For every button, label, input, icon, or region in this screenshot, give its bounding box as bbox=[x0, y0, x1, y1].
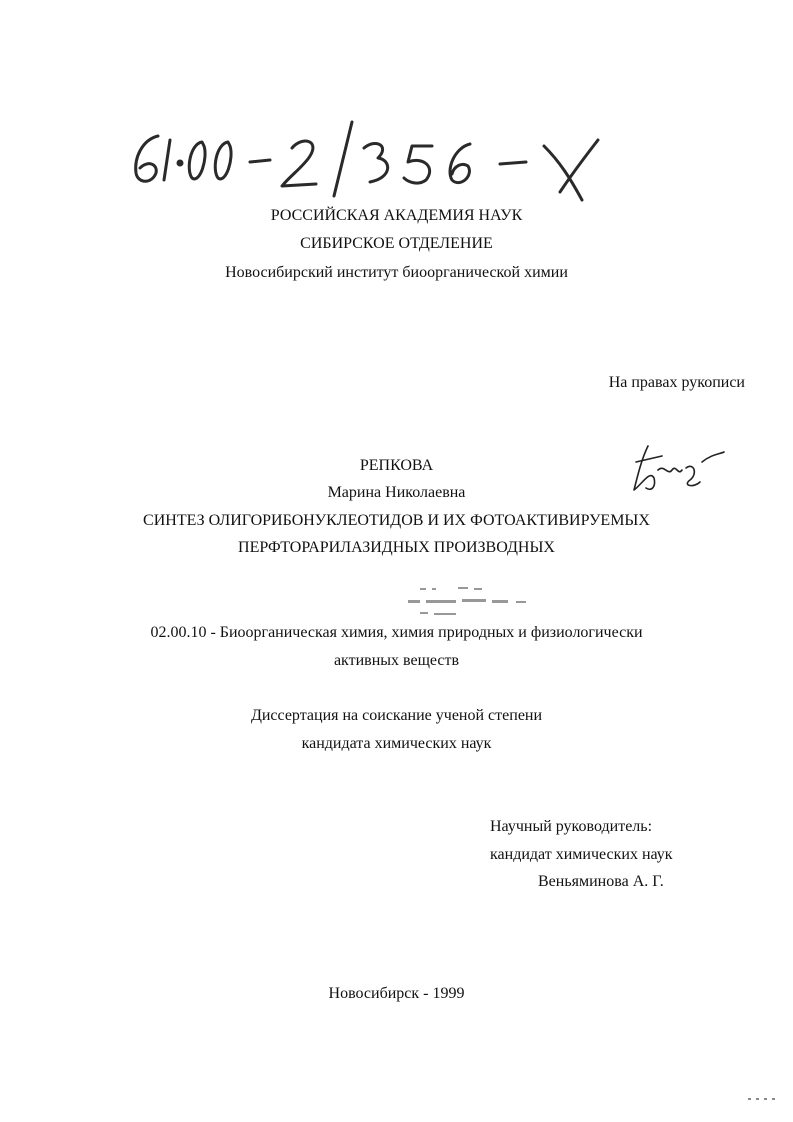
author-given-names: Марина Николаевна bbox=[327, 484, 466, 501]
library-stamp bbox=[400, 584, 550, 624]
supervisor-label: Научный руководитель: bbox=[490, 818, 653, 835]
degree-line-2: кандидата химических наук bbox=[301, 735, 492, 752]
specialty-line-1: 02.00.10 - Биоорганическая химия, химия природных и физиологически bbox=[150, 624, 643, 641]
city-year: Новосибирск - 1999 bbox=[328, 985, 465, 1002]
degree-line-1: Диссертация на соискание ученой степени bbox=[250, 707, 543, 724]
title-line-2: ПЕРФТОРАРИЛАЗИДНЫХ ПРОИЗВОДНЫХ bbox=[238, 539, 555, 556]
academy-name: РОССИЙСКАЯ АКАДЕМИЯ НАУК bbox=[270, 207, 523, 224]
handwritten-archive-number bbox=[120, 118, 620, 208]
scan-artifact bbox=[748, 1096, 778, 1102]
supervisor-title: кандидат химических наук bbox=[490, 846, 673, 863]
specialty-line-2: активных веществ bbox=[333, 652, 460, 669]
title-line-1: СИНТЕЗ ОЛИГОРИБОНУКЛЕОТИДОВ И ИХ ФОТОАКТИВИРУЕМЫХ bbox=[143, 512, 650, 529]
author-surname: РЕПКОВА bbox=[359, 457, 434, 474]
supervisor-name: Веньяминова А. Г. bbox=[538, 873, 664, 890]
institute-name: Новосибирский институт биоорганической химии bbox=[225, 264, 568, 281]
branch-name: СИБИРСКОЕ ОТДЕЛЕНИЕ bbox=[300, 235, 493, 252]
rights-note: На правах рукописи bbox=[608, 374, 745, 391]
